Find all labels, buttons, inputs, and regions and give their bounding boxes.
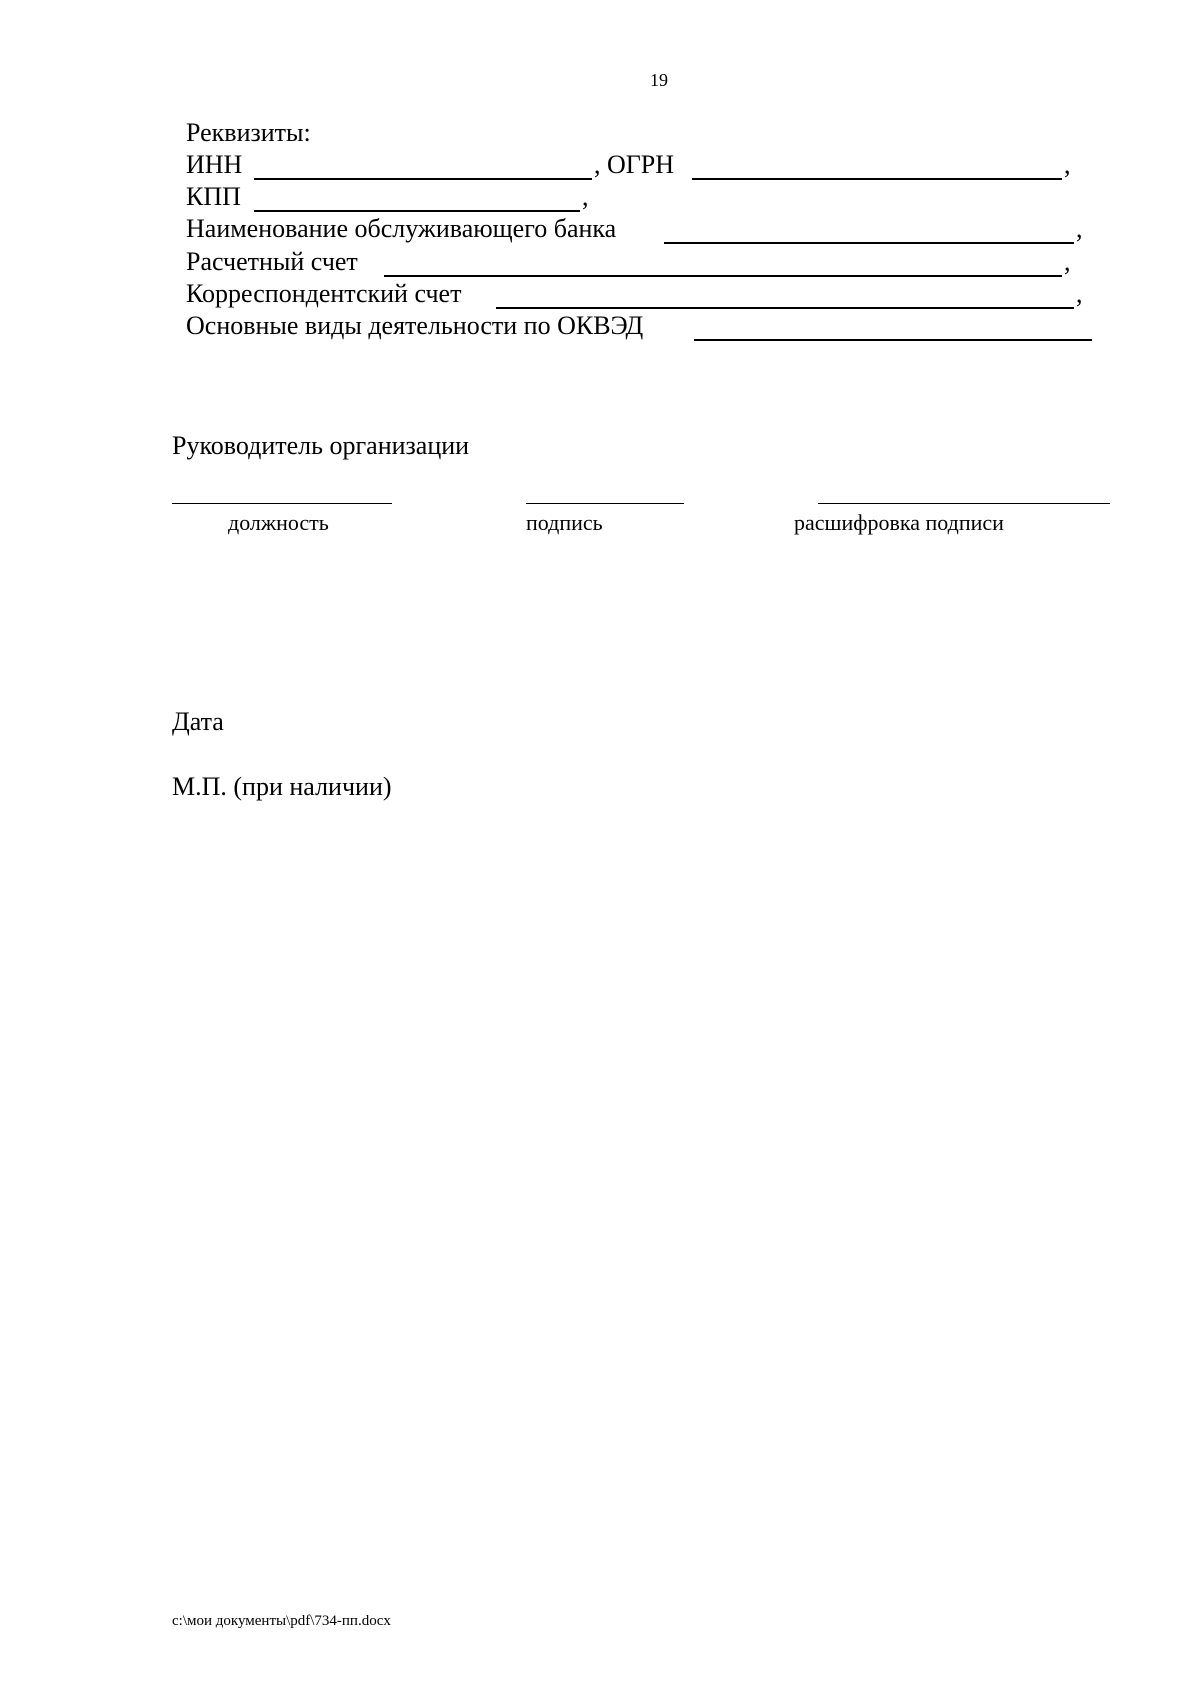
okved-label: Основные виды деятельности по ОКВЭД [186, 311, 644, 340]
signature-caption: подпись [526, 510, 603, 535]
okved-field[interactable] [694, 339, 1092, 341]
signature-decoding-line[interactable] [818, 503, 1110, 504]
account-comma: , [1064, 247, 1071, 276]
footer-file-path: c:\мои документы\pdf\734-пп.docx [172, 1613, 391, 1629]
corr-account-label: Корреспондентский счет [186, 279, 462, 308]
corr-account-field[interactable] [496, 307, 1074, 309]
bank-label: Наименование обслуживающего банка [186, 214, 617, 243]
corr-account-comma: , [1076, 279, 1083, 308]
kpp-label: КПП [186, 182, 241, 211]
ogrn-field[interactable] [692, 178, 1062, 180]
page-number: 19 [650, 70, 668, 90]
bank-comma: , [1076, 214, 1083, 243]
signature-line[interactable] [526, 503, 684, 504]
inn-field[interactable] [254, 178, 592, 180]
date-label: Дата [172, 707, 224, 736]
bank-field[interactable] [664, 242, 1074, 244]
stamp-label: М.П. (при наличии) [172, 772, 392, 801]
inn-label: ИНН [186, 150, 243, 179]
position-line[interactable] [172, 503, 392, 504]
ogrn-label: , ОГРН [594, 150, 675, 179]
position-caption: должность [228, 510, 329, 535]
account-field[interactable] [384, 275, 1062, 277]
signature-decoding-caption: расшифровка подписи [794, 510, 1004, 535]
requisites-heading: Реквизиты: [186, 118, 311, 147]
account-label: Расчетный счет [186, 247, 358, 276]
ogrn-comma: , [1064, 150, 1071, 179]
kpp-comma: , [582, 182, 589, 211]
kpp-field[interactable] [254, 210, 580, 212]
director-heading: Руководитель организации [172, 431, 470, 460]
